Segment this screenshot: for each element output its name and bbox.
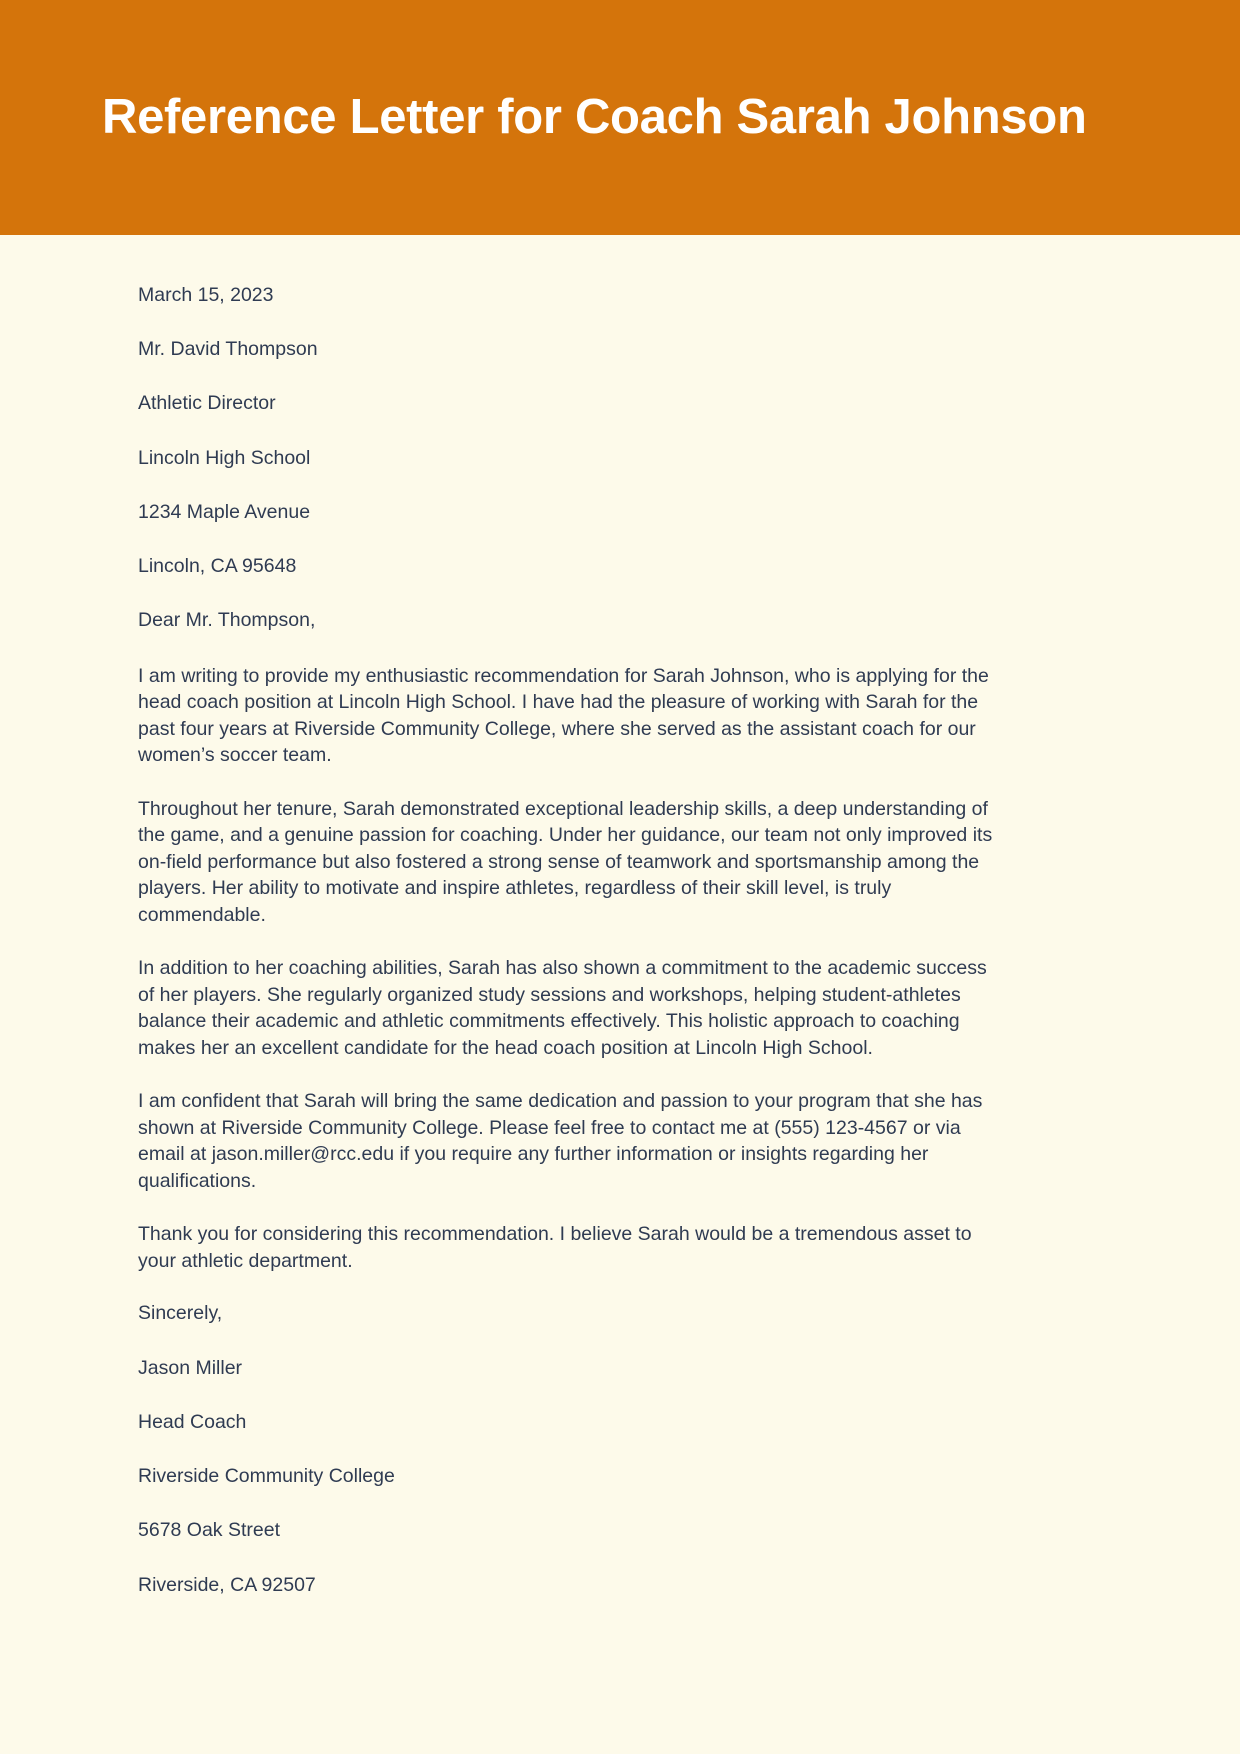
recipient-title: Athletic Director: [138, 392, 276, 415]
header-banner: [0, 0, 1240, 235]
signature-street: 5678 Oak Street: [138, 1519, 281, 1542]
recipient-organization: Lincoln High School: [138, 446, 311, 469]
page-title: Reference Letter for Coach Sarah Johnson: [102, 90, 1087, 145]
recipient-street: 1234 Maple Avenue: [138, 500, 311, 523]
body-paragraph: In addition to her coaching abilities, Sarah has also shown a commitment to the academic success of her players. She regularly organized study sessions and workshops, helping student-athletes balance their academic and athletic commitments effectively. This holistic approach to coaching makes her an excellent candidate for the head coach position at Lincoln High School.: [138, 957, 987, 1059]
signature-title: Head Coach: [138, 1410, 247, 1433]
letter-date: March 15, 2023: [138, 284, 274, 306]
recipient-name: Mr. David Thompson: [138, 338, 318, 361]
signature-city-state-zip: Riverside, CA 92507: [138, 1573, 316, 1596]
letter-content: [0, 235, 1240, 1754]
signature-name: Jason Miller: [138, 1356, 243, 1379]
recipient-city-state-zip: Lincoln, CA 95648: [138, 555, 297, 578]
body-paragraph: Thank you for considering this recommendation. I believe Sarah would be a tremendous asset to your athletic department.: [138, 1223, 972, 1272]
salutation: Dear Mr. Thompson,: [138, 609, 316, 632]
signature-closing: Sincerely,: [138, 1302, 223, 1325]
body-paragraph: I am writing to provide my enthusiastic recommendation for Sarah Johnson, who is applying for the head coach position at Lincoln High School. I have had the pleasure of working with Sarah for the past four years at Riverside Community College, where she served as the assistant coach for our women’s soccer team.: [138, 664, 989, 767]
body-paragraph: Throughout her tenure, Sarah demonstrated exceptional leadership skills, a deep understanding of the game, and a genuine passion for coaching. Under her guidance, our team not only improved its on-field performance but also fostered a strong sense of teamwork and sportsmanship among the players. Her ability to motivate and inspire athletes, regardless of their skill level, is truly commendable.: [138, 797, 993, 926]
body-paragraph: I am confident that Sarah will bring the same dedication and passion to your program that she has shown at Riverside Community College. Please feel free to contact me at (555) 123-4567 or via email at jason.miller@rcc.edu if you require any further information or insights regarding her qualifications.: [138, 1090, 983, 1192]
signature-organization: Riverside Community College: [138, 1465, 395, 1488]
